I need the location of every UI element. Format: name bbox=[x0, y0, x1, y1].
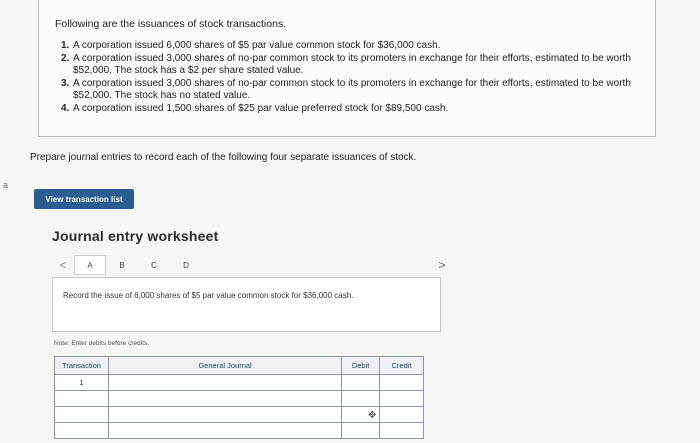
general-journal-cell[interactable] bbox=[108, 407, 341, 423]
transaction-item bbox=[61, 40, 639, 53]
credit-cell[interactable] bbox=[380, 391, 424, 407]
transaction-cell bbox=[55, 423, 109, 439]
note-text: Note: Enter debits before credits. bbox=[54, 340, 150, 347]
general-journal-cell[interactable] bbox=[108, 375, 341, 391]
table-row bbox=[55, 375, 424, 391]
credit-cell[interactable] bbox=[380, 407, 424, 423]
transaction-list bbox=[55, 40, 639, 115]
prev-arrow-icon[interactable]: < bbox=[59, 258, 67, 272]
header-general-journal: General Journal bbox=[108, 357, 341, 375]
entry-instruction: Record the issue of 6,000 shares of $5 par value common stock for $36,000 cash. bbox=[63, 291, 354, 300]
item-text: A corporation issued 3,000 shares of no-par common stock to its promoters in exchange for their efforts, estimated to be worth $52,000. The stock has no stated value. bbox=[73, 77, 631, 101]
tab-b[interactable]: B bbox=[119, 260, 125, 270]
general-journal-cell[interactable] bbox=[108, 423, 341, 439]
transaction-item bbox=[61, 53, 639, 78]
journal-header-row bbox=[55, 357, 424, 375]
header-transaction: Transaction bbox=[55, 357, 109, 375]
problem-intro: Following are the issuances of stock transactions. bbox=[55, 18, 287, 30]
worksheet-title: Journal entry worksheet bbox=[52, 228, 219, 244]
item-number: 3. bbox=[61, 77, 70, 89]
transaction-item bbox=[61, 103, 639, 116]
debit-cell[interactable] bbox=[342, 391, 380, 407]
transaction-cell: 1 bbox=[55, 375, 109, 391]
table-row bbox=[55, 391, 424, 407]
transaction-cell bbox=[55, 391, 109, 407]
view-transaction-list-button[interactable]: View transaction list bbox=[34, 189, 134, 209]
entry-instruction-box bbox=[52, 277, 441, 332]
item-number: 4. bbox=[61, 102, 70, 114]
debit-cell[interactable] bbox=[342, 423, 380, 439]
worksheet-tabs bbox=[52, 255, 202, 275]
journal-table bbox=[54, 356, 424, 439]
tab-d[interactable]: D bbox=[183, 260, 189, 270]
prepare-instructions: Prepare journal entries to record each of the following four separate issuances of stock. bbox=[30, 152, 417, 163]
header-credit: Credit bbox=[380, 357, 424, 375]
next-arrow-icon[interactable]: > bbox=[438, 258, 446, 272]
tab-c[interactable]: C bbox=[151, 260, 157, 270]
transaction-cell bbox=[55, 407, 109, 423]
item-text: A corporation issued 6,000 shares of $5 par value common stock for $36,000 cash. bbox=[73, 40, 441, 51]
item-number: 1. bbox=[61, 40, 70, 51]
credit-cell[interactable] bbox=[380, 423, 424, 439]
item-number: 2. bbox=[61, 52, 70, 64]
side-marker: a bbox=[3, 180, 9, 190]
header-debit: Debit bbox=[342, 357, 380, 375]
move-cursor-icon: ✥ bbox=[368, 410, 377, 421]
item-text: A corporation issued 3,000 shares of no-par common stock to its promoters in exchange for their efforts, estimated to be worth $52,000. The stock has a $2 per share stated value. bbox=[73, 52, 631, 76]
general-journal-cell[interactable] bbox=[108, 391, 341, 407]
tab-a[interactable]: A bbox=[74, 255, 106, 275]
transaction-item bbox=[61, 78, 639, 103]
item-text: A corporation issued 1,500 shares of $25 par value preferred stock for $89,500 cash. bbox=[73, 102, 449, 114]
table-row bbox=[55, 423, 424, 439]
debit-cell[interactable] bbox=[342, 375, 380, 391]
problem-statement-box bbox=[38, 0, 656, 137]
credit-cell[interactable] bbox=[380, 375, 424, 391]
